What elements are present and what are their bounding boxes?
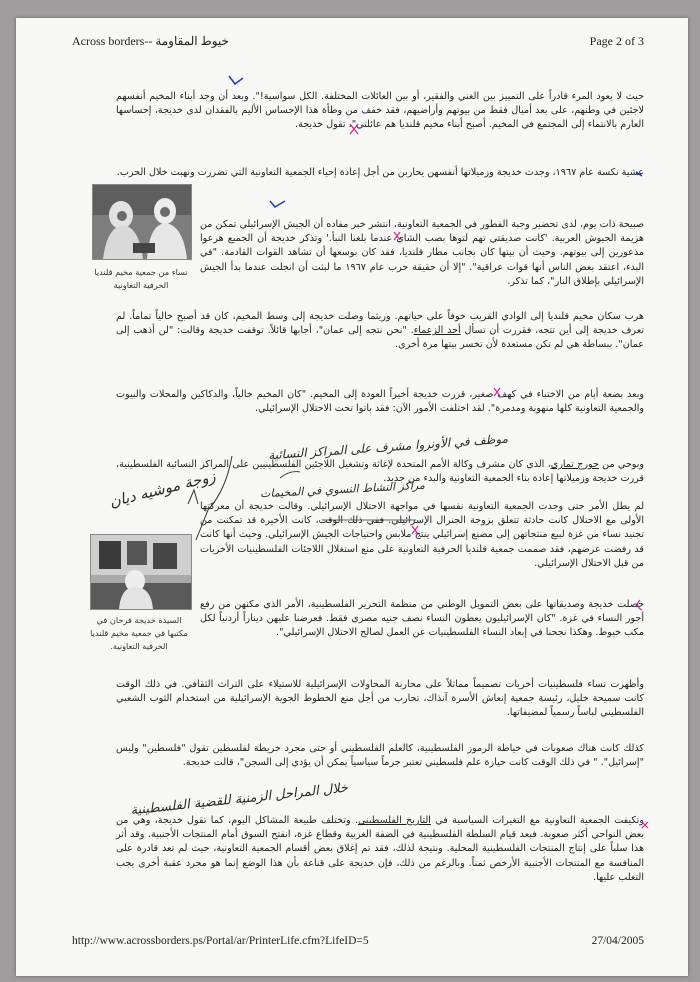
paragraph-2: عشية نكسة عام ١٩٦٧، وجدت خديجة وزميلاتها أنفسهن يحاربن من أجل إعادة إحياء الجمعية التعاونية التي تضررت ونهبت خلال الحرب. <box>116 167 644 178</box>
tick-mark-icon <box>636 172 642 176</box>
paragraph-1: حيث لا يعود المرء قادراً على التمييز بين الغني والفقير، أو بين العائلات المختلفة. الكل سواسية!". وبعد أن وجد أبناء المخيم أنفسهم لاجئين في وطنهم، على بعد أميال فقط من بيوتهم وأراضيهم، فقد خفف من وطأة هذا الإحساس الأليم بالفقدان لدى خديجة، إحساسها العارم بالانتماء إلى المجتمع في المخيم. أصبح أبناء مخيم قلنديا هم عائلتي"، تقول خديجة. <box>116 91 644 131</box>
paragraph-6: وبوحي من جورج تماري، الذي كان مشرف وكالة الأمم المتحدة لإغاثة وتشغيل اللاجئين الفلسطينيين على المراكز النسائية الفلسطينية، قررت خديجة وزميلاتها إعادة بناء الجمعية التعاونية والبدء من جديد. <box>116 459 645 485</box>
cross-mark-icon <box>394 232 400 240</box>
photo-caption-1: نساء من جمعية مخيم قلنديا الحرفية التعاونية <box>94 267 188 290</box>
check-mark-icon <box>229 76 243 84</box>
paragraph-11: وتكيفت الجمعية التعاونية مع التغيرات السياسية في التاريخ الفلسطيني. وتختلف طبيعة المشاكل اليوم، كما تقول خديجة، وهي من بعض النواحي أكثر صعوبة. فبعد قيام السلطة الفلسطينية في الضفة الغربية وقطاع غزة، انفتح السوق أمام المنتجات الأجنبية. وقد أثر هذا سلباً على إنتاج المنتجات الفلسطينية المحلية. ونتيجة لذلك، فقد تم إغلاق بعض أقسام الجمعية التعاونية، حيث لم تعد قادرة على المنافسة مع المنتجات الأجنبية الأرخص ثمناً. وبالرغم من ذلك، فإن خديجة على قناعة بأن هذا الوضع إنما هو مجرد عقبة أخرى يجب التغلب عليها. <box>116 815 644 883</box>
paragraph-3: صبيحة ذات يوم، لدى تحضير وجبة الفطور في الجمعية التعاونية، انتشر خبر مفاده أن الجيش الإسرائيلي تمكن من هزيمة الجيوش العربية. 'كانت صديقتي تهم لتوها بصب الشاي عندما بلغنا النبأ.' وتذكر خديجة أن الجميع هرعوا مذعورين إلى بيوتهم. وحيث أن بيتها كان بجانب مطار قلنديا، فقد كان بوسعها أن تشاهد القوات القادمة. "في البدء، اعتقد بعض الناس أنها قوات عراقية". "إلا أن حقيقة حرب عام ١٩٦٧ ما لبثت أن انجلت عندما بدأ الجيش الإسرائيلي بإطلاق النار"، كما تذكر. <box>200 219 644 287</box>
handwritten-note-unrwa: موظف في الأونروا مشرف على المراكز النسائية <box>267 431 509 463</box>
paragraph-8: حصلت خديجة وصديقاتها على بعض التمويل الوطني من منظمة التحرير الفلسطينية، الأمر الذي مكنهن من رفع أجور النساء في غزة. "كان الإسرائيليون يعطون النساء نصف جنيه مصري فقط. فعرضنا عليهن ديناراً أردنياً لكل مكب خيوط. وهكذا نجحنا في إبعاد النساء الفلسطينيات عن العمل لصالح الاحتلال الإسرائيلي". <box>200 599 644 639</box>
paragraph-9: وأظهرت نساء فلسطينيات أخريات تصميماً مماثلاً على محاربة المحاولات الإسرائيلية للاستيلاء على التراث الثقافي. في ذلك الوقت كانت سميحة خليل، رئيسة جمعية إنعاش الأسرة آنذاك، تحارب من أجل منع الخطوط الجوية الإسرائيلية من استخدام الثوب الشعبي الفلسطيني لباساً رسمياً لمضيفاتها. <box>116 679 644 719</box>
paragraph-5: وبعد بضعة أيام من الاختباء في كهف صغير، قررت خديجة أخيراً العودة إلى المخيم. "كان المخيم خالياً، والدكاكين والمحلات والبيوت والجمعية التعاونية كلها منهوبة ومدمرة". لقد اختلفت الأمور الآن: فقد باتوا تحت الاحتلال الإسرائيلي. <box>116 389 644 415</box>
cross-mark-icon <box>412 526 418 534</box>
paragraph-7: لم يطل الأمر حتى وجدت الجمعية التعاونية نفسها في مواجهة الاحتلال الإسرائيلي. وقالت خديجة أن معركتها الأولى مع الاحتلال كانت حادثة تتعلق بزوجة الجنرال الإسرائيلي. ففي ذلك الوقت، كانت الأخيرة قد تمكنت من تجنيد نساء من غزة لبيع منتجاتهن إلى مصنع إسرائيلي ينتج ملابس واحتياجات الجيش الإسرائيلي. وحيث أنها كانت قد رفضت عرضهم، فقد صممت جمعية قلنديا الحرفية التعاونية على منع استغلال اللاجئات الفلسطينيات الأخريات من قبل الاحتلال الإسرائيلي. <box>200 501 644 569</box>
header-site-title: Across borders-- خيوط المقاومة <box>72 34 229 48</box>
cross-mark-icon <box>350 124 358 134</box>
header-page-number: Page 2 of 3 <box>589 34 644 48</box>
photo-caption-2: السيدة خديجة فرحان في مكتبها في جمعية مخيم قلنديا الحرفية التعاونية. <box>90 615 188 651</box>
cross-mark-icon <box>642 822 648 828</box>
footer-date: 27/04/2005 <box>591 935 644 947</box>
paragraph-10: كذلك كانت هناك صعوبات في خياطة الرموز الفلسطينية، كالعلم الفلسطيني أو حتى مجرد خريطة لفلسطين تقول "فلسطين" وليس "إسرائيل". " في ذلك الوقت كانت حيازة علم فلسطيني تعتبر جرماً سياسياً يمكن أن يؤدي إلى السجن"، قالت خديجة. <box>116 743 644 769</box>
arrowhead-icon <box>188 490 198 504</box>
cross-mark-icon <box>494 388 500 396</box>
handwritten-note-centers: مراكز النشاط النسوي في المخيمات <box>259 478 426 501</box>
paragraph-4: هرب سكان مخيم قلنديا إلى الوادي القريب خوفاً على حياتهم. وريثما وصلت خديجة إلى وسط المخيم، كان قد أصبح خالياً تماماً. لم تعرف خديجة إلى أين تتجه، فقررت أن تسأل أحد الزعماء. "نحن نتجه إلى عمان"، أجابها قائلاً. توقفت خديجة وقالت: "لن أذهب إلى عمان". ببساطة هي لم تكن مستعدة لأن تخسر بيتها مرة أخرى. <box>116 311 645 351</box>
handwritten-note-history: خلال المراحل الزمنية للقضية الفلسطينية <box>129 780 349 819</box>
annotation-arrow-icon <box>196 456 232 540</box>
margin-mark-icon <box>637 600 642 610</box>
footer-url: http://www.acrossborders.ps/Portal/ar/PrinterLife.cfm?LifeID=5 <box>72 935 369 947</box>
check-mark-icon <box>270 201 285 207</box>
handwritten-note-dayan: زوجة موشيه ديان <box>107 467 218 511</box>
